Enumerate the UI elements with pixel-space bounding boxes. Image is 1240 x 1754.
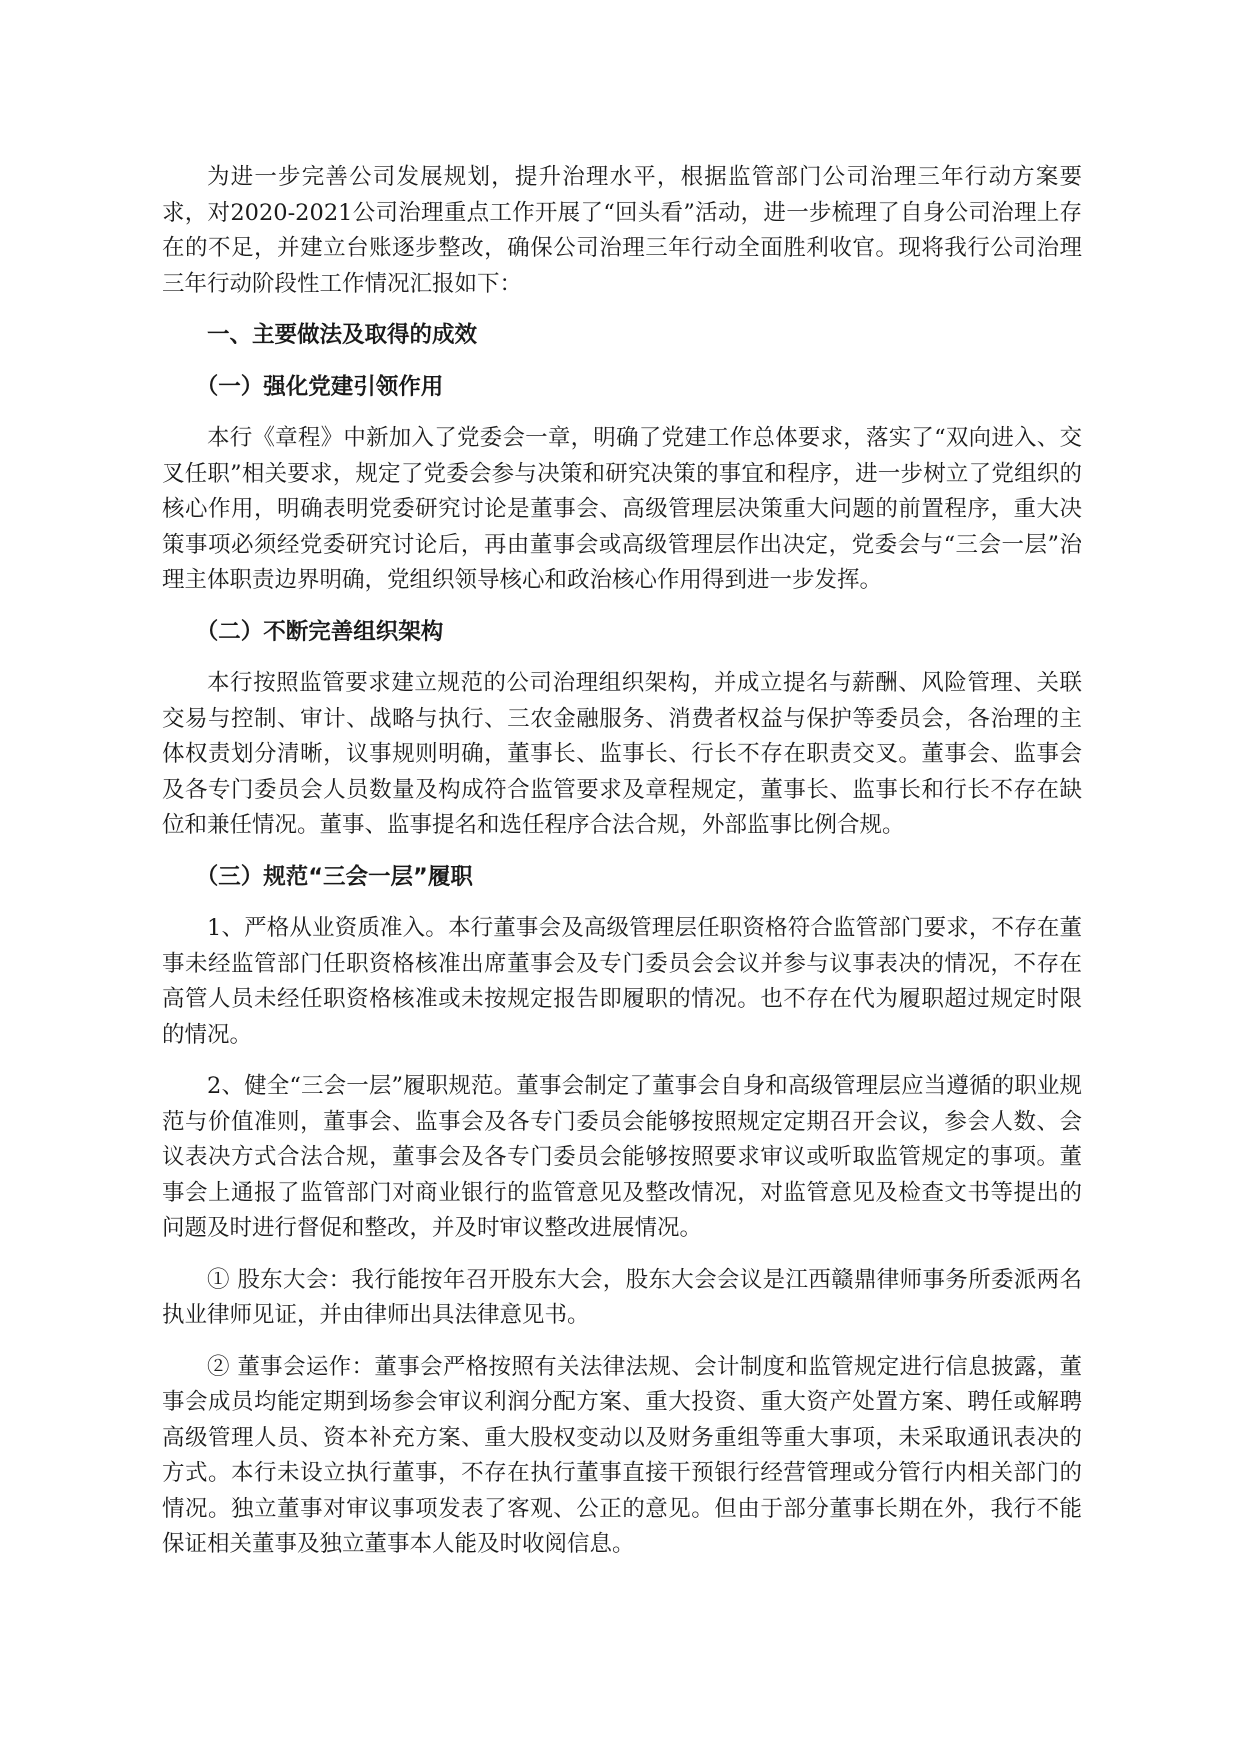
document-body (162, 160, 1082, 1579)
list-item-paragraph: 2、健全“三会一层”履职规范。董事会制定了董事会自身和高级管理层应当遵循的职业规范与价值准则，董事会、监事会及各专门委员会能够按照规定定期召开会议，参会人数、会议表决方式合法合规，董事会及各专门委员会能够按照要求审议或听取监管规定的事项。董事会上通报了监管部门对商业银行的监管意见及整改情况，对监管意见及检查文书等提出的问题及时进行督促和整改，并及时审议整改进展情况。 (162, 1073, 1082, 1241)
intro-paragraph: 为进一步完善公司发展规划，提升治理水平，根据监管部门公司治理三年行动方案要求，对2020-2021公司治理重点工作开展了“回头看”活动，进一步梳理了自身公司治理上存在的不足，并建立台账逐步整改，确保公司治理三年行动全面胜利收官。现将我行公司治理三年行动阶段性工作情况汇报如下： (162, 164, 1082, 297)
subsection-heading: （三）规范“三会一层”履职 (195, 863, 473, 890)
subsection-paragraph: 本行按照监管要求建立规范的公司治理组织架构，并成立提名与薪酬、风险管理、关联交易与控制、审计、战略与执行、三农金融服务、消费者权益与保护等委员会，各治理的主体权责划分清晰，议事规则明确，董事长、监事长、行长不存在职责交叉。董事会、监事会及各专门委员会人员数量及构成符合监管要求及章程规定，董事长、监事长和行长不存在缺位和兼任情况。董事、监事提名和选任程序合法合规，外部监事比例合规。 (162, 670, 1082, 838)
list-item-paragraph: ① 股东大会：我行能按年召开股东大会，股东大会会议是江西赣鼎律师事务所委派两名执业律师见证，并由律师出具法律意见书。 (162, 1266, 1082, 1328)
list-item-paragraph: 1、严格从业资质准入。本行董事会及高级管理层任职资格符合监管部门要求，不存在董事未经监管部门任职资格核准出席董事会及专门委员会会议并参与议事表决的情况，不存在高管人员未经任职资格核准或未按规定报告即履职的情况。也不存在代为履职超过规定时限的情况。 (162, 915, 1082, 1048)
section-heading: 一、主要做法及取得的成效 (207, 322, 478, 348)
subsection-heading: （二）不断完善组织架构 (195, 618, 444, 645)
subsection-paragraph: 本行《章程》中新加入了党委会一章，明确了党建工作总体要求，落实了“双向进入、交叉任职”相关要求，规定了党委会参与决策和研究决策的事宜和程序，进一步树立了党组织的核心作用，明确表明党委研究讨论是董事会、高级管理层决策重大问题的前置程序，重大决策事项必须经党委研究讨论后，再由董事会或高级管理层作出决定，党委会与“三会一层”治理主体职责边界明确，党组织领导核心和政治核心作用得到进一步发挥。 (162, 425, 1082, 593)
subsection-heading: （一）强化党建引领作用 (195, 373, 444, 400)
list-item-paragraph: ② 董事会运作：董事会严格按照有关法律法规、会计制度和监管规定进行信息披露，董事会成员均能定期到场参会审议利润分配方案、重大投资、重大资产处置方案、聘任或解聘高级管理人员、资本补充方案、重大股权变动以及财务重组等重大事项，未采取通讯表决的方式。本行未设立执行董事，不存在执行董事直接干预银行经营管理或分管行内相关部门的情况。独立董事对审议事项发表了客观、公正的意见。但由于部分董事长期在外，我行不能保证相关董事及独立董事本人能及时收阅信息。 (162, 1353, 1082, 1557)
